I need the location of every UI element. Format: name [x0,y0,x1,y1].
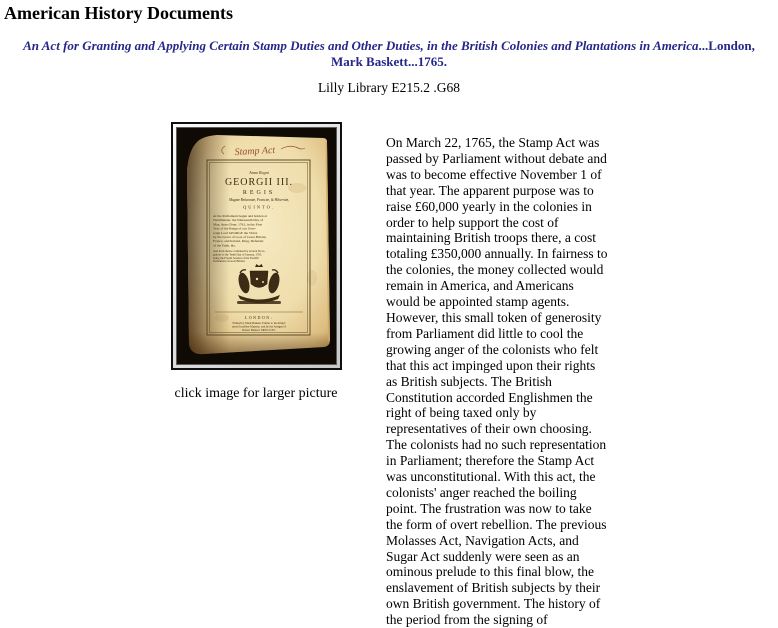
svg-text:Parliament of Great Britain.: Parliament of Great Britain. [212,259,245,264]
georgii-line: GEORGII III. [224,177,293,188]
stamp-act-photo [176,127,337,365]
anno-regni-line: Anno Regni [248,170,269,175]
svg-text:At the Parliament begun and ho: At the Parliament begun and holden at [212,214,267,218]
page-title: American History Documents [4,3,233,23]
latin-line: Magnæ Britanniæ, Franciæ, & Hiberniæ, [228,198,289,202]
london-line: LONDON: [244,315,273,320]
svg-text:being the Fourth Session of th: being the Fourth Session of the Twelfth [212,255,259,260]
image-caption: click image for larger picture [174,386,338,401]
svg-text:May, Anno Dom. 1761, in the Fi: May, Anno Dom. 1761, in the First [212,222,262,227]
citation-imprint: ...London, Mark Baskett...1765. [331,38,755,69]
svg-text:France, and Ireland, King, Def: France, and Ireland, King, Defender [212,239,264,244]
stamp-act-title-page-image [177,128,336,364]
svg-text:Year of the Reign of our Sove-: Year of the Reign of our Sove- [212,226,256,231]
svg-text:Stamp Act: Stamp Act [233,144,275,159]
citation-title: An Act for Granting and Applying Certain Stamp Duties and Other Duties, in the British Colonies and Plantations in America [23,38,699,53]
svg-text:Robert Baskett. MDCCLXV.: Robert Baskett. MDCCLXV. [241,327,276,332]
svg-text:Westminster, the Nineteenth Da: Westminster, the Nineteenth Day of [212,218,263,223]
svg-text:of the Faith, &c.: of the Faith, &c. [212,243,236,248]
library-call-number: Lilly Library E215.2 .G68 [317,80,461,95]
document-citation [11,38,767,70]
image-column [170,122,342,402]
svg-text:most Excellent Majesty; and by: most Excellent Majesty; and by the Assigns of [231,324,286,329]
svg-text:Printed by Mark Baskett, Print: Printed by Mark Baskett, Printer to the King's [231,321,286,325]
svg-text:reign Lord GEORGE the Third,: reign Lord GEORGE the Third, [212,230,258,235]
regis-line: REGIS [242,190,275,196]
svg-text:And from thence continued by s: And from thence continued by several Proro- [212,249,265,253]
stamp-act-image-link[interactable] [171,122,342,370]
content-row [0,122,778,628]
svg-text:gations to the Tenth Day of Ja: gations to the Tenth Day of January, 1765, [212,252,262,257]
quinto-line: QUINTO. [242,204,275,210]
svg-text:by the Grace of God, of Great: by the Grace of God, of Great Britain, [212,235,266,239]
article-text: On March 22, 1765, the Stamp Act was passed by Parliament without debate and was to become effective November 1 of that year. The apparent purpose was to raise £60,000 yearly in the colonies in order to help support the cost of maintaining British troops there, a cost totaling £350,000 annually. In fairness to the colonies, the money collected would remain in America, and Americans would be appointed stamp agents. However, this small token of generosity from Parliament did little to cool the growing anger of the colonists who felt that this act impinged upon their rights as British subjects. The British Constitution accorded Englishmen the right of being taxed only by representatives of their own choosing. The colonists had no such representation in Parliament; therefore the Stamp Act was unconstitutional. With this act, the colonists' anger reached the boiling point. The frustration was now to take the form of overt rebellion. The previous Molasses Act, Navigation Acts, and Sugar Act suddenly were seen as an ominous prelude to this final blow, the enslavement of British subjects by their own British government. The history of the period from the signing of [386,135,608,628]
